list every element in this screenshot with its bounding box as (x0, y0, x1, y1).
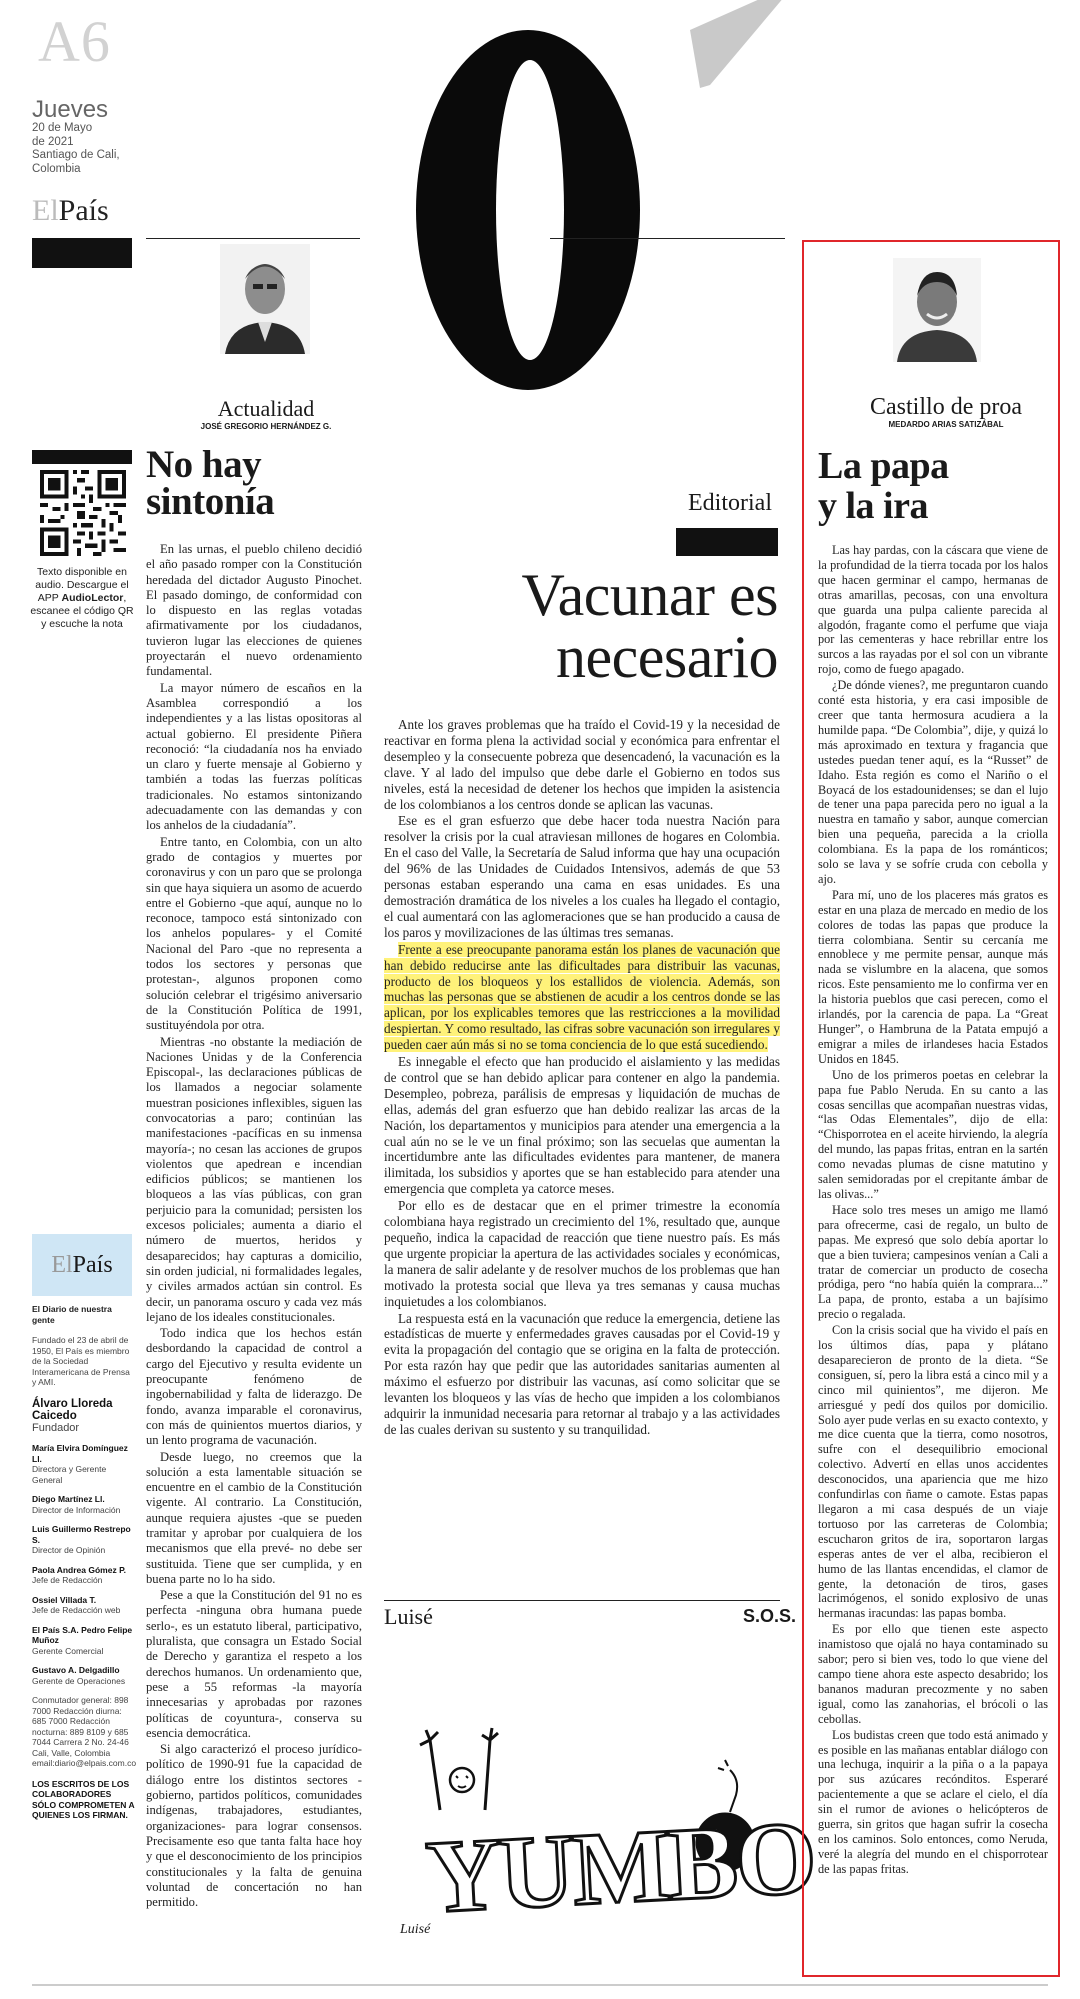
staff-role: Jefe de Redacción (32, 1575, 103, 1585)
paragraph: ¿De dónde vienes?, me preguntaron cuando conté esta historia, y era casi imposible de creer que tanta hermosura acudiera a la humilde papa. “De Colombia”, dije, y quizá lo más aproximado en textura y fragancia que ustedes puedan tener aquí, es la “Russet” de Idaho. Esta región es como el Nariño o el Boyacá de los estadounidenses; se dan el lujo de tener una papa parecida pero no igual a la nuestra en tamaño y sabor, aunque comercian bien una pequeña, parecida a la criolla colombiana. Es la papa de los románticos; solo se lava y se sofríe cruda con cebolla y ajo. (818, 678, 1048, 886)
paragraph: Desde luego, no creemos que la solución a esta lamentable situación se encuentre en el cambio de la Constitución vigente. Al contrario. La Constitución, aunque requiera ajustes -que se pueden tramitar y aprobar por cualquiera de los mecanismos que ella prevé- no debe ser sustituida. Tiene que ser cumplida, y en buena parte no lo ha sido. (146, 1449, 362, 1586)
paragraph: La respuesta está en la vacunación que reduce la emergencia, detiene las estadísticas de muerte y enfermedades graves causadas por el Covid-19 y evita la propagación del contagio que se origina en la falta de protección. Por esta razón hay que pedir que las autoridades sanitarias aumenten al máximo el esfuerzo por distribuir las vacunas, así como solicitar que se levanten los bloqueos y las vías de hecho que impiden a los colombianos adquirir la inmunidad necesaria para retornar al trabajo y a las actividades de las cuales derivan su sustento y su tranquilidad. (384, 1310, 780, 1437)
paragraph: Ese es el gran esfuerzo que debe hacer toda nuestra Nación para resolver la crisis por la cual atraviesan millones de hogares en Colombia. En el caso del Valle, la Secretaría de Salud informa que hay una ocupación del 96% de las Unidades de Cuidados Intensivos, además de que 53 personas estaban esperando una cama en esas unidades. Es una demostración dramática de los niveles a los cuales ha llegado el contagio, el cual aumentará con las aglomeraciones que se han producido a causa de los paros y movilizaciones de las últimas tres semanas. (384, 813, 780, 940)
page-number: A6 (38, 9, 111, 74)
staff-logo-pais: País (72, 1252, 113, 1278)
logo-el: El (32, 194, 59, 227)
date-line: Santiago de Cali, (32, 149, 120, 161)
headline-line: necesario (555, 624, 778, 690)
headline-line: No hay (146, 443, 262, 486)
staff-name: Álvaro Lloreda Caicedo (32, 1397, 113, 1422)
staff-role: Directora y Gerente General (32, 1464, 107, 1485)
paragraph: Mientras -no obstante la mediación de Naciones Unidas y de la Conferencia Episcopal-, las declaraciones públicas de los llamados a negociar solamente muestran posiciones inflexibles, siguen las convocatorias a paro; continúan las manifestaciones -pacíficas en su inmensa mayoría-; no cesan las acciones de grupos violentos que apedrean e incendian edificios públicos; se mantienen los bloqueos a las vías públicas, con gran perjuicio para la comunidad; persisten los excesos policiales; aumenta a diario el número de muertos, heridos y desaparecidos; hay capturas a domicilio, sin orden judicial, ni formalidades legales, y civiles armados actúan sin control. Es decir, un panorama oscuro y cada vez más lejano de los ideales constitucionales. (146, 1034, 362, 1324)
paragraph: Para mí, uno de los placeres más gratos es estar en una plaza de mercado en medio de los colores de todas las papas que produce la tierra colombiana. Sentir su cercanía me ennoblece y me permite pensar, aunque más nada se vislumbre en la alacena, que somos ricos. Este pensamiento me lo confirma ver en la historia pueblos que casi perecen, como el irlandés, por la carencia de papa. La “Great Hunger”, o Hambruna de la Patata empujó a emigrar a miles de irlandeses hacia Estados Unidos en 1845. (818, 887, 1048, 1066)
cartoon-title: S.O.S. (742, 1606, 796, 1626)
editorial-bar (676, 528, 778, 556)
cartoon-signature: Luisé (400, 1922, 431, 1937)
staff-box (32, 1304, 136, 1821)
cartoon-rule (384, 1600, 780, 1601)
date-line: de 2021 (32, 135, 74, 148)
author-photo-left (220, 244, 310, 354)
headline-line: Vacunar es (521, 562, 778, 628)
date-line: 20 de Mayo (32, 122, 93, 134)
headline-line: La papa (818, 445, 949, 487)
paragraph: Uno de los primeros poetas en celebrar la papa fue Pablo Neruda. En su canto a las cosas sencillas que acompañan nuestras vidas, “las Odas Elementales”, dijo de ella: “Chisporrotea en el aceite hirviendo, la alegría del mundo, las papas fritas, entran en la sartén como nevadas plumas de cisne matutino y salen semidoradas por el crepitante ámbar de las olivas...” (818, 1067, 1048, 1201)
paragraph: Entre tanto, en Colombia, con un alto grado de contagios y muertes por coronavirus y con un paro que se prolonga sin que haya siquiera un asomo de acuerdo entre el Gobierno -que aquí, aunque no lo reconoce, tampoco está sintonizado con los anhelos populares- y el Comité Nacional del Paro -que no representa a todos los sectores y personas que protestan-, algunos proponen como solución celebrar el trigésimo aniversario de la Constitución Política de 1991, sustituyéndola por otra. (146, 834, 362, 1033)
paragraph: Pese a que la Constitución del 91 no es perfecta -ninguna obra humana puede serlo-, es un estatuto liberal, participativo, pluralista, que consagra un Estado Social de Derecho y garantiza el respeto a los derechos humanos. Un ordenamiento que, pese a 55 reformas -la mayoría innecesarias y aprobadas por razones políticas de coyuntura-, conserva su esencia democrática. (146, 1588, 362, 1740)
date-block (32, 122, 120, 176)
qr-code[interactable] (40, 470, 126, 556)
staff-entry (32, 1565, 136, 1586)
paragraph-highlighted (384, 942, 780, 1053)
staff-logo-el: El (51, 1252, 73, 1278)
author-byline-left: JOSÉ GREGORIO HERNÁNDEZ G. (200, 422, 332, 431)
logo-elpais (32, 194, 109, 228)
staff-slogan: El Diario de nuestra gente (32, 1304, 112, 1325)
top-rule-left (146, 238, 360, 239)
staff-logo (32, 1252, 132, 1279)
footer-rule (32, 1984, 1048, 1986)
column-name-castillo: Castillo de proa (870, 394, 1022, 420)
cartoon-word: YUMBO (423, 1799, 818, 1936)
staff-disclaimer: LOS ESCRITOS DE LOS COLABORADORES SÓLO COMPROMETEN A QUIENES LOS FIRMAN. (32, 1778, 135, 1820)
staff-role: Gerente Comercial (32, 1645, 104, 1656)
staff-role: Gerente de Operaciones (32, 1675, 126, 1686)
cartoon-artist: Luisé (384, 1604, 433, 1629)
paragraph: Las hay pardas, con la cáscara que viene de la profundidad de la tierra tocada por los halos que hacen germinar el campo, hermanas de otras amarillas, pecosas, con una envoltura que guarda una pulpa caliente parecida al algodón, fragante como el perfume que viaja por las cementeras y hace rebrillar entre los surcos a las rayadas por el sol con un vibrante rojo, como de fuego apagado. (818, 543, 1048, 677)
logo-pais: País (58, 194, 109, 227)
headline-line: sintonía (146, 480, 275, 523)
staff-name: Diego Martínez Ll. (32, 1494, 105, 1504)
staff-role: Director de Opinión (32, 1545, 106, 1555)
staff-name: Paola Andrea Gómez P. (32, 1564, 127, 1575)
paragraph: Con la crisis social que ha vivido el país en los últimos días, papa y plátano desaparecieron de pronto de la dieta. “Se consiguen, sí, pero la libra está a cinco mil y a cinco mil quinientos”, me dijeron. Me arriesgué y pedí dos quilos por domicilio. Solo ayer pude verlas en su exacto contexto, y me dice cuenta que la tierra, como nosotros, sufre con el desequilibrio emocional colectivo. Advertí en ellas unos accidentes desconocidos, una apariencia que me hizo confundirlas con ñame o camote. Estas papas llegaron a mi casa después de un viaje tortuoso por las carreteras de Colombia; escucharon gritos de ira, soportaron largas esperas antes de ver el alba, recibieron el humo de las llantas encendidas, el clamor de gente, la detonación de tiros, gases lacrimógenos, el sonido explosivo de unas hermanas iracundas: las papas bomba. (818, 1323, 1048, 1621)
headline-right (818, 446, 1048, 526)
big-o-glyph (360, 0, 800, 410)
article-body-right (818, 543, 1048, 1971)
staff-name: Gustavo A. Delgadillo (32, 1665, 120, 1675)
staff-entry (32, 1665, 136, 1686)
paragraph: Por ello es de destacar que en el primer trimestre la economía colombiana haya registrado un crecimiento del 1%, resultado que, aunque pequeño, indica la capacidad de reacción que tiene nuestro país. Es más que urgente propiciar la apertura de las actividades sociales y económicas, la manera de salir adelante y de resolver muchos de los problemas que han motivado la protesta social que lleva ya tres semanas y causa muchas inquietudes a los colombianos. (384, 1198, 780, 1309)
audio-app-name: AudioLector (61, 592, 124, 604)
audio-note (30, 566, 134, 631)
paragraph: Hace solo tres meses un amigo me llamó para ofrecerme, casi de regalo, un bulto de papas. Me expresó que solo debía aportar lo que a bien tuviera; campesinos venían a Cali a tratar de comerciar un producto de cosecha pródiga, pero “no había quién la comprara...” La papa, de pronto, estaba a un bajísimo precio o regalada. (818, 1202, 1048, 1322)
paragraph: Es innegable el efecto que han producido el aislamiento y las medidas de control que se han debido aplicar para contener en algo la pandemia. Desempleo, pobreza, parálisis de empresas y liquidación de muchas de ellas, además del gran esfuerzo que han debido realizar las arcas de la Nación, los departamentos y municipios para atender una emergencia a la cual aún no se le ve un final próximo; son las secuelas que aumentan la incertidumbre ante las dificultades evidentes para mantener, de manera ilimitada, los subsidios y aportes que se han establecido para atender una emergencia que completa ya catorce meses. (384, 1054, 780, 1197)
editorial-body (384, 717, 780, 1439)
staff-role: Director de Información (32, 1504, 121, 1515)
section-letter (360, 0, 800, 410)
staff-founder (32, 1398, 136, 1434)
article-body-left (146, 542, 362, 1957)
staff-entry (32, 1524, 136, 1556)
staff-name: Luis Guillermo Restrepo S. (32, 1524, 131, 1545)
highlighted-text: Frente a ese preocupante panorama están los planes de vacunación que han debido reducirse ante las dificultades para distribuir las vacunas, producto de los bloqueos y los estallidos de violencia. Además, son muchas las personas que se abstienen de acudir a los centros donde se las aplican, por los explicables temores que las restricciones a la movilidad despiertan. Y como resultado, las cifras sobre vacunación son irregulares y pueden caer aún más si no se toma conciencia de lo que está sucediendo. (384, 941, 780, 1053)
paragraph: Ante los graves problemas que ha traído el Covid-19 y la necesidad de reactivar en forma plena la actividad social y económica para enfrentar el desempleo y la consecuente pobreza que desencadenó, la vacunación es la clave. Y al lado del impulso que debe darle el Gobierno en todos sus niveles, está la necesidad de detener los hechos que impiden la asistencia de los colombianos a los centros donde se aplican las vacunas. (384, 717, 780, 812)
staff-entry (32, 1443, 136, 1485)
logo-underbar (32, 238, 132, 268)
column-name-actualidad: Actualidad (217, 396, 315, 421)
paragraph: La mayor número de escaños en la Asamblea correspondió a los independientes y a las listas opositoras al actual gobierno. El presidente Piñera reconoció: “la ciudadanía nos ha enviado un claro y fuerte mensaje al Gobierno y también a todas las fuerzas políticas tradicionales. No estamos sintonizando adecuadamente con las demandas y con los anhelos de la ciudadanía”. (146, 680, 362, 833)
audio-text-1: Texto disponible en audio. Descargue el APP (35, 566, 129, 604)
staff-entry (32, 1595, 136, 1616)
date-line: Colombia (32, 162, 81, 175)
paragraph: En las urnas, el pueblo chileno decidió el año pasado romper con la Constitución heredada del dictador Augusto Pinochet. El pasado domingo, de conformidad con lo dispuesto en las reglas votadas afirmativamente por los ciudadanos, tuvieron lugar las elecciones de quienes proyectarán el nuevo ordenamiento fundamental. (146, 542, 362, 679)
headline-left (146, 443, 366, 523)
staff-role: Fundador (32, 1421, 80, 1434)
editorial-label: Editorial (688, 490, 772, 516)
paragraph: Si algo caracterizó el proceso jurídico-político de 1990-91 fue la capacidad de diálogo entre los distintos sectores -gobierno, partidos políticos, comunidades indígenas, trabajadores, estudiantes, organizaciones- para lograr consensos. Precisamente eso que tanta falta hace hoy y que el desconocimiento de los principios constitucionales y la falta de genuina voluntad de concertación no han permitido. (146, 1742, 362, 1910)
audio-text-2: , escanee el código QR y escuche la nota (30, 592, 134, 630)
staff-history: Fundado el 23 de abril de 1950, El País es miembro de la Sociedad Interamericana de Prensa y AMI. (32, 1335, 130, 1387)
staff-entry (32, 1625, 136, 1657)
staff-name: María Elvira Domínguez Ll. (32, 1443, 128, 1464)
paragraph: Todo indica que los hechos están desbordando la capacidad de control a cargo del Ejecutivo y resulta evidente un preocupante fenómeno de ingobernabilidad y falta de liderazgo. De fondo, avanza imparable el coronavirus, con más de quinientos muertos diarios, y un lento programa de vacunación. (146, 1326, 362, 1448)
weekday: Jueves (32, 96, 109, 123)
editorial-headline (380, 564, 778, 688)
cartoon-drawing (400, 1700, 818, 1950)
paragraph: Es por ello que tienen este aspecto inamistoso que ojalá no haya contaminado su sabor; pero si bien ves, todo lo que viene del campo tiene ahora este aspecto desabrido; los bananos maduran precozmente y no saben igual, como las zanahorias, el brócoli o las cebollas. (818, 1622, 1048, 1726)
staff-name: Ossiel Villada T. (32, 1594, 97, 1605)
top-rule-mid (550, 238, 785, 239)
headline-line: y la ira (818, 485, 928, 527)
audio-bar (32, 450, 132, 464)
author-photo-right (893, 258, 981, 362)
staff-entry (32, 1494, 136, 1515)
paragraph: Los budistas creen que todo está animado y es posible en las mañanas entablar diálogo con una lechuga, inquirir a la piña o a la papaya por sus azúcares recónditos. Esperaré pacientemente a que se aclare el cielo, el día sin el rumor de aviones o helicópteros de guerra, sin gritos que hagan sufrir la cosecha en los caminos. Solo entonces, como Neruda, veré la alegría del mundo en el chisporrotear de las papas fritas. (818, 1727, 1048, 1876)
staff-role: Jefe de Redacción web (32, 1605, 121, 1615)
staff-name: El País S.A. Pedro Felipe Muñoz (32, 1624, 133, 1645)
author-byline-right: MEDARDO ARIAS SATIZÁBAL (888, 420, 1004, 429)
staff-contact: Conmutador general: 898 7000 Redacción diurna: 685 7000 Redacción nocturna: 889 8109 y 685 7044 Carrera 2 No. 24-46 Cali, Valle, Colombia email:diario@elpais.com.co (32, 1695, 137, 1768)
